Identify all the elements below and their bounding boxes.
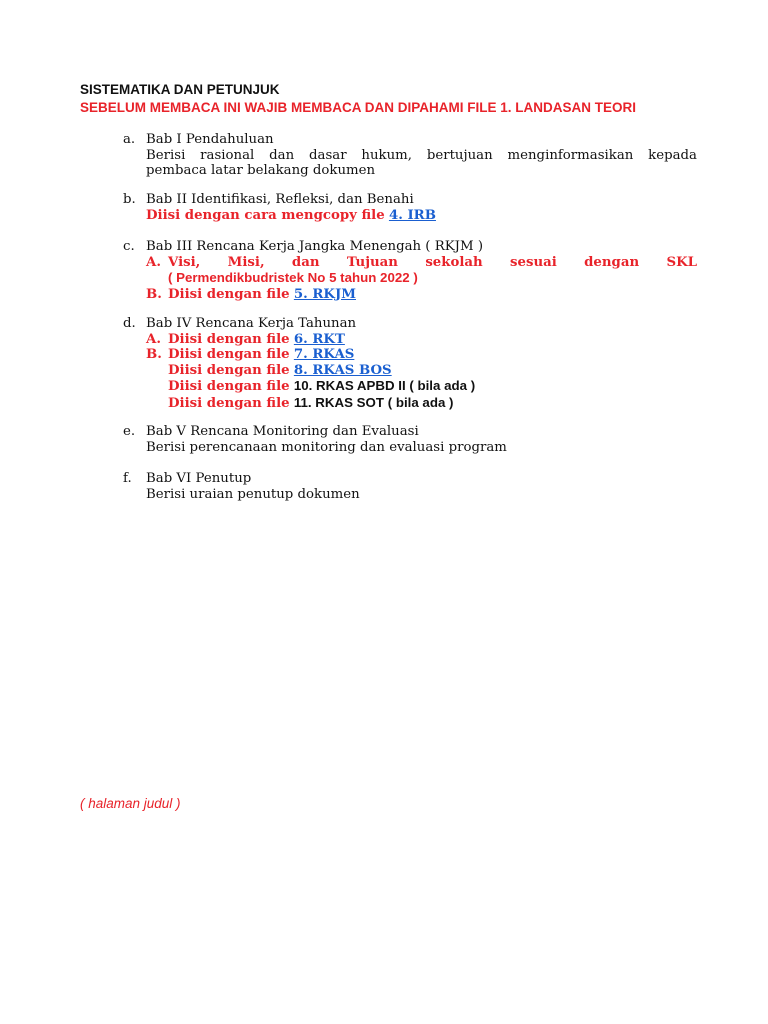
section-heading: Bab VI Penutup: [146, 471, 252, 486]
sub-item-instruction: Diisi dengan file: [168, 379, 290, 394]
section-heading: Bab III Rencana Kerja Jangka Menengah ( RKJM ): [146, 239, 484, 254]
section-heading: Bab II Identifikasi, Refleksi, dan Benahi: [146, 192, 414, 207]
sub-item-instruction: Diisi dengan file: [168, 362, 290, 378]
sub-item-instruction: Diisi dengan file: [168, 286, 290, 302]
sub-item-instruction: Diisi dengan file: [168, 347, 290, 362]
section-bab-4: [123, 316, 697, 411]
rkas-bos-file-link[interactable]: 8. RKAS BOS: [293, 362, 392, 378]
rkt-file-link[interactable]: 6. RKT: [293, 331, 345, 347]
section-bab-1: [123, 132, 697, 179]
section-description: Berisi perencanaan monitoring dan evaluasi program: [146, 439, 507, 455]
rkas-sot-file: 11. RKAS SOT ( bila ada ): [293, 394, 454, 410]
rkas-apbd-file: 10. RKAS APBD II ( bila ada ): [293, 378, 476, 393]
section-bab-3: [123, 239, 697, 302]
section-description: Berisi uraian penutup dokumen: [146, 486, 360, 502]
sub-item-visi-misi: Visi, Misi, dan Tujuan sekolah sesuai dengan SKL: [168, 254, 697, 270]
rkas-file-link[interactable]: 7. RKAS: [293, 347, 355, 362]
sub-item-regulation: ( Permendikbudristek No 5 tahun 2022 ): [168, 270, 418, 285]
section-marker: f.: [123, 471, 132, 486]
title-page-note: ( halaman judul ): [80, 796, 181, 811]
section-marker: b.: [123, 192, 136, 207]
section-marker: e.: [123, 424, 136, 439]
sub-item-instruction: Diisi dengan file: [168, 395, 290, 411]
sub-marker: A.: [146, 331, 161, 347]
sub-marker: B.: [146, 347, 162, 362]
section-heading: Bab IV Rencana Kerja Tahunan: [146, 316, 357, 331]
sub-marker: B.: [146, 286, 162, 302]
section-marker: a.: [123, 132, 136, 147]
section-bab-5: [123, 424, 697, 455]
section-bab-6: [123, 471, 697, 502]
section-description-cont: pembaca latar belakang dokumen: [146, 163, 376, 178]
section-bab-2: [123, 192, 697, 223]
section-instruction: Diisi dengan cara mengcopy file: [146, 207, 385, 223]
section-description: Berisi rasional dan dasar hukum, bertujuan menginformasikan kepada: [146, 147, 697, 163]
document-title: SISTEMATIKA DAN PETUNJUK: [80, 82, 280, 97]
sub-item-instruction: Diisi dengan file: [168, 331, 290, 347]
section-marker: c.: [123, 239, 135, 254]
rkjm-file-link[interactable]: 5. RKJM: [293, 286, 356, 302]
section-heading: Bab V Rencana Monitoring dan Evaluasi: [146, 424, 419, 439]
section-marker: d.: [123, 316, 136, 331]
irb-file-link[interactable]: 4. IRB: [388, 207, 436, 223]
reading-warning: SEBELUM MEMBACA INI WAJIB MEMBACA DAN DIPAHAMI FILE 1. LANDASAN TEORI: [80, 100, 636, 115]
section-heading: Bab I Pendahuluan: [146, 132, 274, 147]
sub-marker: A.: [146, 254, 161, 270]
